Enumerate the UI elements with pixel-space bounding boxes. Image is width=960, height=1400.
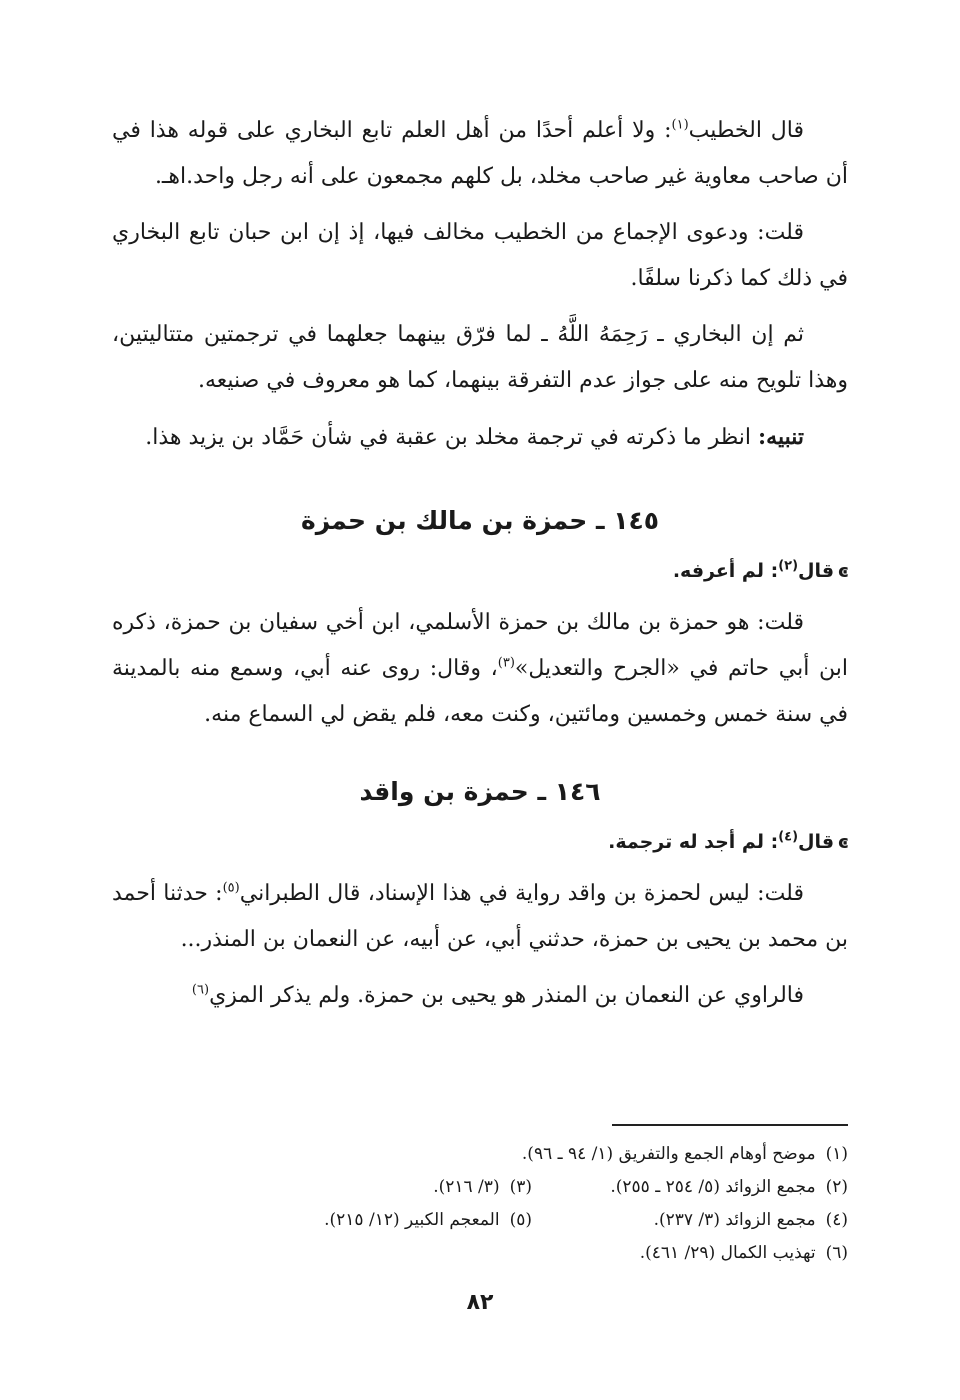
- paragraph-text: فالراوي عن النعمان بن المنذر هو يحيى بن حمزة. ولم يذكر المزي: [209, 983, 804, 1008]
- entry-marker-icon: ͼ: [838, 561, 848, 582]
- footnote-number: (٦): [825, 1243, 848, 1263]
- footnote-row: [112, 1171, 848, 1204]
- paragraph-text: قال الخطيب: [688, 118, 804, 143]
- paragraph-last: [112, 973, 848, 1019]
- footnote-ref-1[interactable]: (١): [671, 117, 689, 133]
- footnote-item-5: [324, 1204, 532, 1237]
- paragraph-text: : حدثنا أحمد بن محمد بن يحيى بن حمزة، حدثني أبي، عن أبيه، عن النعمان بن المنذر...: [112, 881, 848, 952]
- footnote-number: (٢): [825, 1177, 848, 1197]
- note-label: تنبيه:: [758, 424, 804, 450]
- entry-marker-icon: ͼ: [838, 832, 848, 853]
- qal-text: : لم أعرفه.: [672, 560, 779, 582]
- paragraph-bukhari: ثم إن البخاري ـ رَحِمَهُ اللَّهُ ـ لما فرّق بينهما جعلهما في ترجمتين متتاليتين، وهذا تلويح منه على جواز عدم التفرقة بينهما، كما هو معروف في صنيعه.: [112, 322, 848, 393]
- footnote-row: [112, 1138, 848, 1171]
- page-number: ٨٢: [466, 1290, 494, 1315]
- footnote-text: موضح أوهام الجمع والتفريق (١/ ٩٤ ـ ٩٦).: [521, 1144, 816, 1164]
- paragraph-ijma: قلت: ودعوى الإجماع من الخطيب مخالف فيها، إذ إن ابن حبان تابع البخاري في ذلك كما ذكرنا سلفًا.: [112, 220, 848, 291]
- footnote-ref-5[interactable]: (٥): [222, 880, 240, 896]
- footnote-row: [112, 1237, 848, 1270]
- entry-heading-145: ١٤٥ ـ حمزة بن مالك بن حمزة: [300, 506, 660, 535]
- paragraph-text: قلت: هو حمزة بن مالك بن حمزة الأسلمي، ابن أخي سفيان بن حمزة، ذكره ابن أبي حاتم في «الجرح والتعديل»: [112, 610, 848, 681]
- footnote-text: مجمع الزوائد (٥/ ٢٥٤ ـ ٢٥٥).: [610, 1177, 816, 1197]
- footnote-text: تهذيب الكمال (٢٩/ ٤٦١).: [639, 1243, 816, 1263]
- footnote-text: مجمع الزوائد (٣/ ٢٣٧).: [653, 1210, 816, 1230]
- footnotes: [112, 1138, 848, 1270]
- footnote-ref-3[interactable]: (٣): [497, 655, 515, 671]
- paragraph-entry-146: [112, 871, 848, 963]
- footnote-row: [112, 1204, 848, 1237]
- footnote-ref-4[interactable]: (٤): [778, 829, 799, 845]
- footnote-ref-2[interactable]: (٢): [778, 558, 799, 574]
- qal-text: : لم أجد له ترجمة.: [608, 831, 779, 853]
- footnote-number: (١): [825, 1144, 848, 1164]
- qal-label: قال: [798, 831, 835, 853]
- qal-line-146: [112, 822, 848, 863]
- paragraph-text: ، وقال: روى عنه أبي، وسمع منه بالمدينة في سنة خمس وخمسين ومائتين، وكنت معه، فلم يقض لي السماع منه.: [112, 656, 848, 727]
- paragraph-entry-145: [112, 600, 848, 738]
- footnote-ref-6[interactable]: (٦): [191, 982, 210, 998]
- qal-label: قال: [798, 560, 835, 582]
- footnote-item-4: [532, 1204, 848, 1237]
- footnote-number: (٤): [825, 1210, 848, 1230]
- footnote-number: (٥): [509, 1210, 532, 1230]
- footnote-number: (٣): [509, 1177, 532, 1197]
- qal-line-145: [112, 551, 848, 592]
- paragraph-text: قلت: ليس لحمزة بن واقد رواية في هذا الإسناد، قال الطبراني: [239, 881, 804, 906]
- paragraph-note: [112, 414, 848, 461]
- paragraph-khatib-quote: [112, 108, 848, 200]
- note-text: انظر ما ذكرته في ترجمة مخلد بن عقبة في شأن حَمَّاد بن يزيد هذا.: [145, 425, 759, 450]
- footnote-item-1: [522, 1138, 848, 1171]
- main-text: [112, 108, 848, 1019]
- entry-heading-146: ١٤٦ ـ حمزة بن واقد: [359, 777, 601, 806]
- footnote-separator: [612, 1124, 848, 1126]
- footnote-item-6: [640, 1237, 848, 1270]
- footnote-text: المعجم الكبير (١٢/ ٢١٥).: [324, 1210, 500, 1230]
- footnote-text: (٣/ ٢١٦).: [433, 1177, 500, 1197]
- footnote-item-3: [433, 1171, 532, 1204]
- footnote-item-2: [532, 1171, 848, 1204]
- paragraph-text: : ولا أعلم أحدًا من أهل العلم تابع البخاري على قوله هذا في أن صاحب معاوية غير صاحب مخلد، بل كلهم مجمعون على أنه رجل واحد.اهـ.: [112, 118, 848, 189]
